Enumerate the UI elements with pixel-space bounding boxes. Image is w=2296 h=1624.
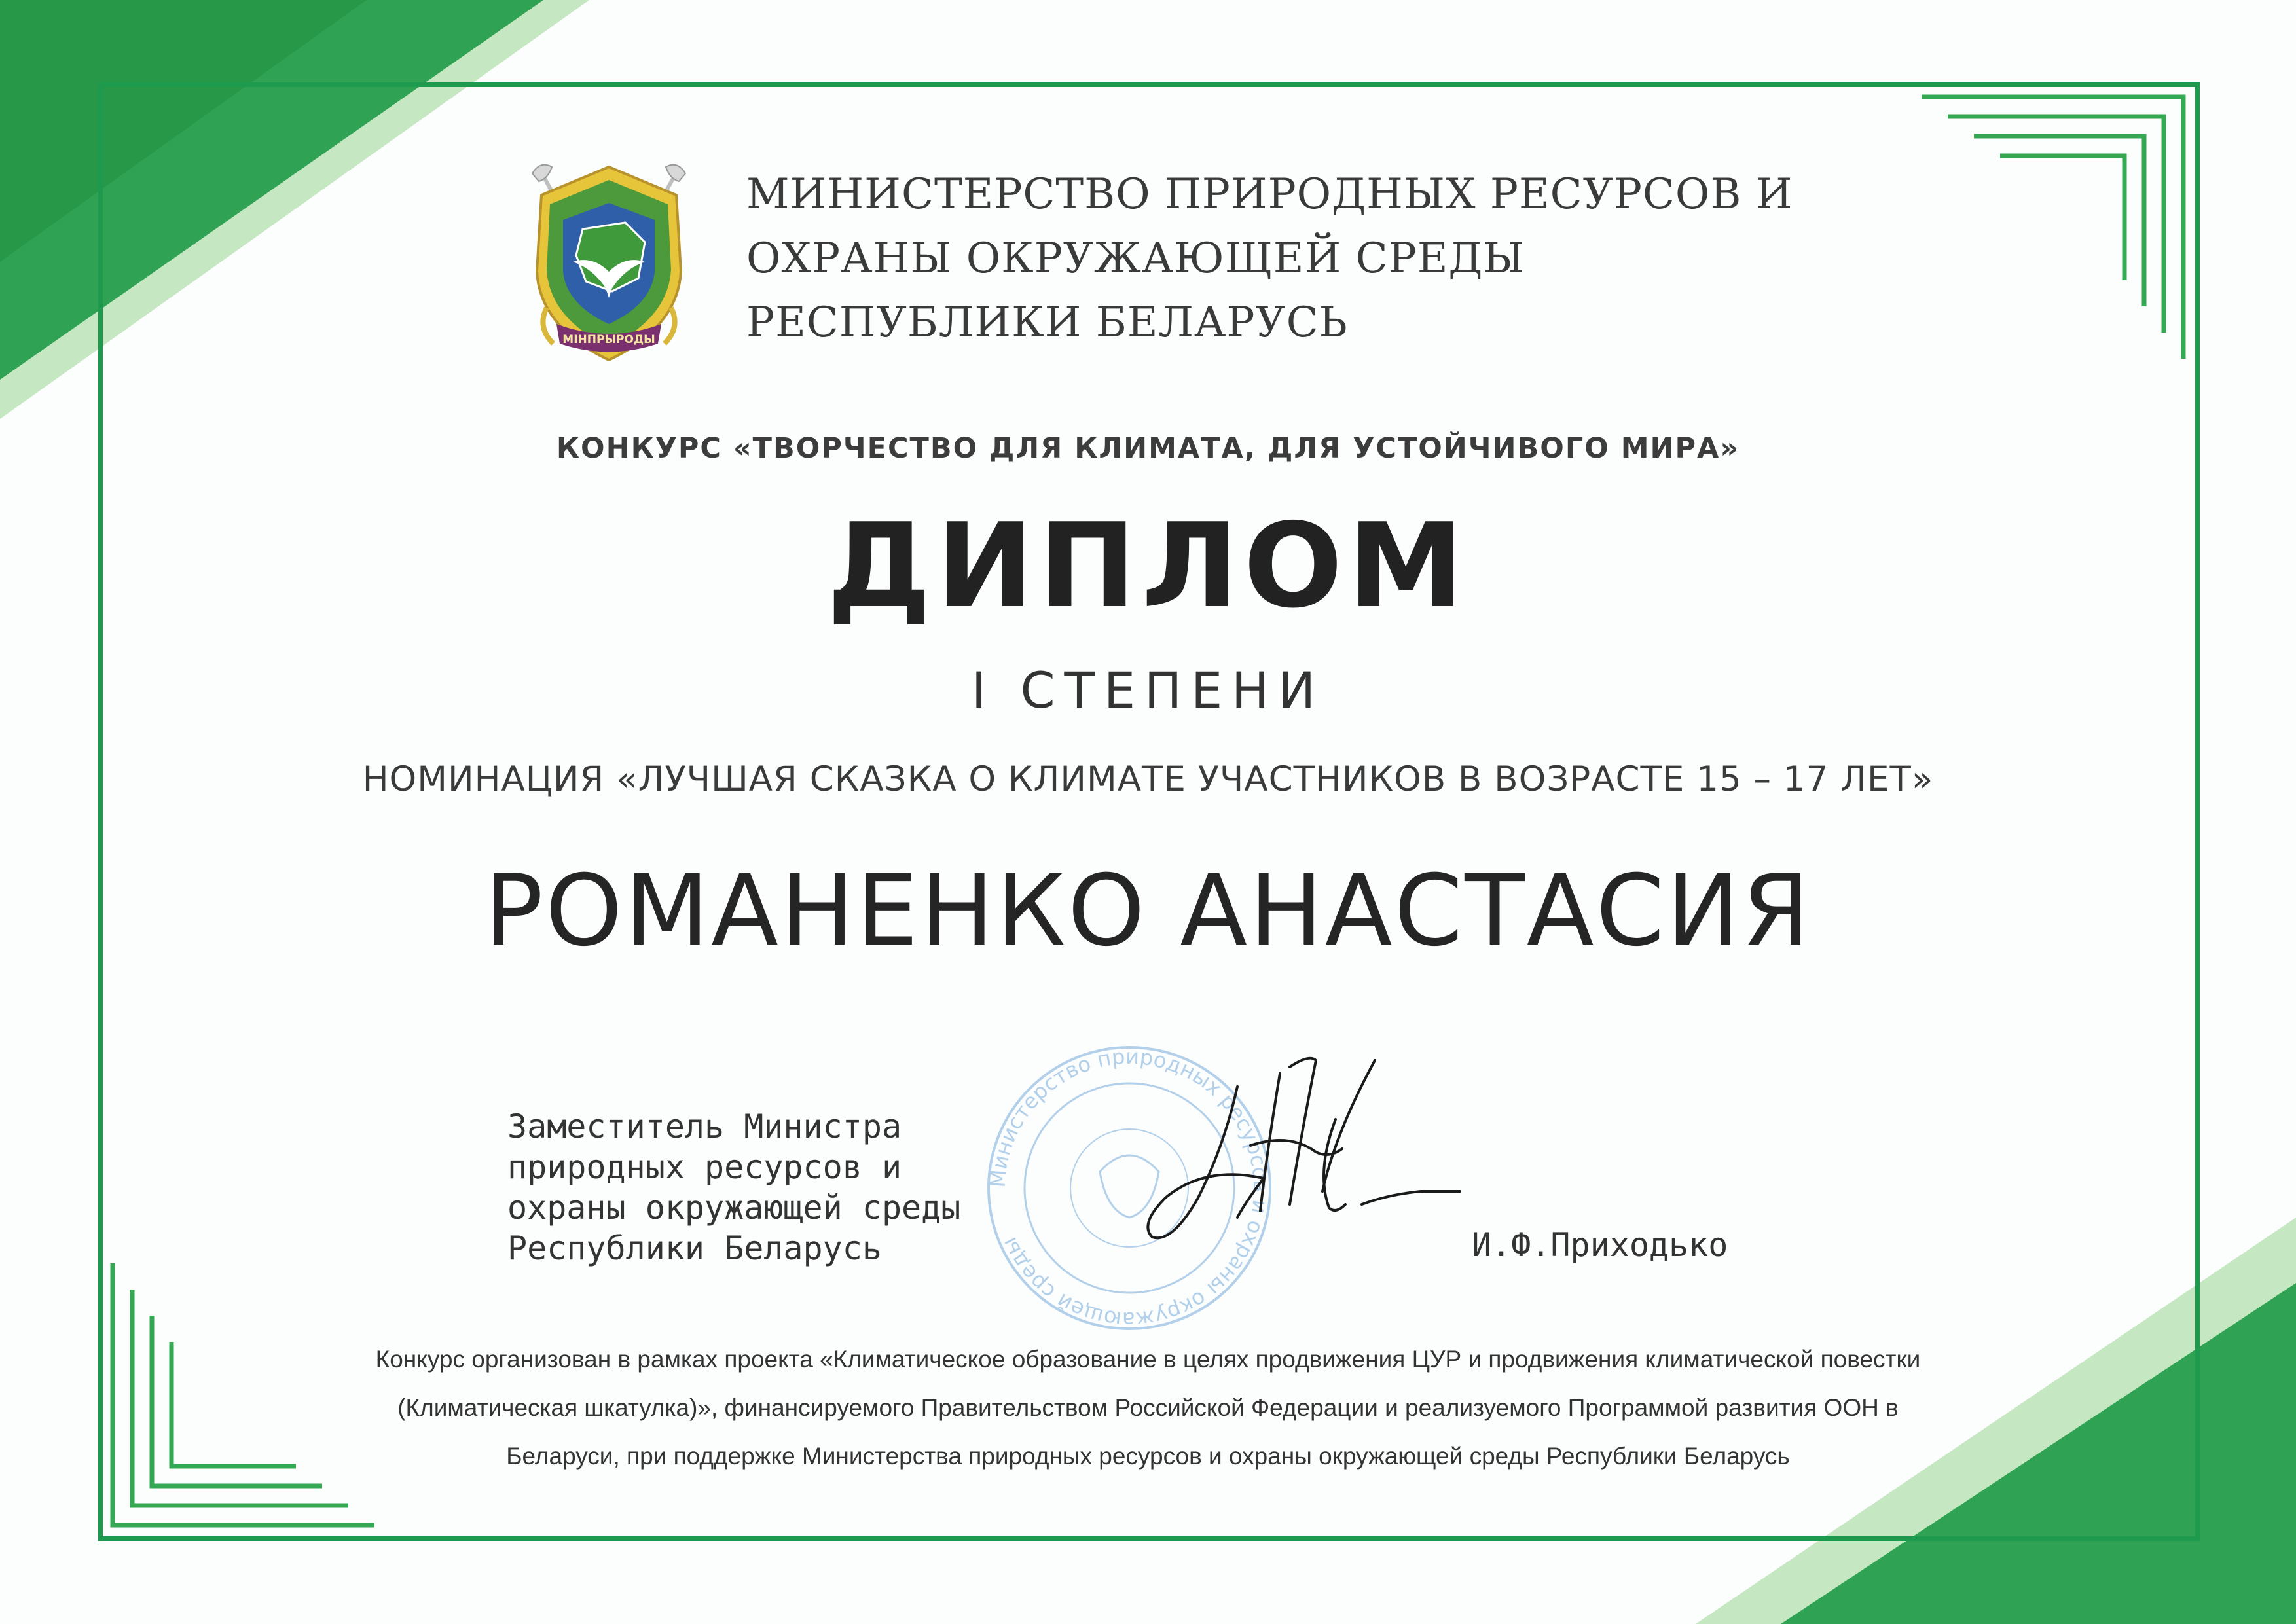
footer-note <box>0 1335 2296 1481</box>
footer-line-3: Беларуси, при поддержке Министерства природных ресурсов и охраны окружающей среды Республики Беларусь <box>506 1443 1790 1470</box>
footer-line-1: Конкурс организован в рамках проекта «Климатическое образование в целях продвижения ЦУР и продвижения климатической повестки <box>375 1346 1921 1373</box>
recipient-name: РОМАНЕНКО АНАСТАСИЯ <box>484 854 1812 968</box>
footer-line-2: (Климатическая шкатулка)», финансируемого Правительством Российской Федерации и реализуемого Программой развития ООН в <box>397 1394 1899 1421</box>
signer-position-line-4: Республики Беларусь <box>507 1229 882 1267</box>
svg-text:МІНПРЫРОДЫ: МІНПРЫРОДЫ <box>562 333 655 346</box>
ministry-line-3: РЕСПУБЛИКИ БЕЛАРУСЬ <box>746 298 1348 347</box>
ministry-name <box>746 162 1859 355</box>
contest-title: КОНКУРС «ТВОРЧЕСТВО ДЛЯ КЛИМАТА, ДЛЯ УСТОЙЧИВОГО МИРА» <box>556 432 1740 465</box>
signer-position-line-3: охраны окружающей среды <box>507 1189 961 1227</box>
ministry-line-2: ОХРАНЫ ОКРУЖАЮЩЕЙ СРЕДЫ <box>746 234 1525 283</box>
nomination-text: НОМИНАЦИЯ «ЛУЧШАЯ СКАЗКА О КЛИМАТЕ УЧАСТНИКОВ В ВОЗРАСТЕ 15 – 17 ЛЕТ» <box>362 759 1934 799</box>
signer-position-line-1: Заместитель Министра <box>507 1108 902 1146</box>
signer-position <box>507 1106 960 1269</box>
ministry-emblem-icon <box>520 157 697 370</box>
ministry-line-1: МИНИСТЕРСТВО ПРИРОДНЫХ РЕСУРСОВ И <box>746 170 1793 219</box>
svg-text:Министерство природных ресурсо: Министерство природных ресурсов и охраны окружающей среды <box>985 1043 1274 1333</box>
signer-position-line-2: природных ресурсов и <box>507 1148 902 1186</box>
diploma-title: ДИПЛОМ <box>827 498 1469 634</box>
handwritten-signature <box>1139 1047 1519 1283</box>
signer-name: И.Ф.Приходько <box>1472 1226 1728 1264</box>
diploma-degree: I СТЕПЕНИ <box>971 661 1325 719</box>
